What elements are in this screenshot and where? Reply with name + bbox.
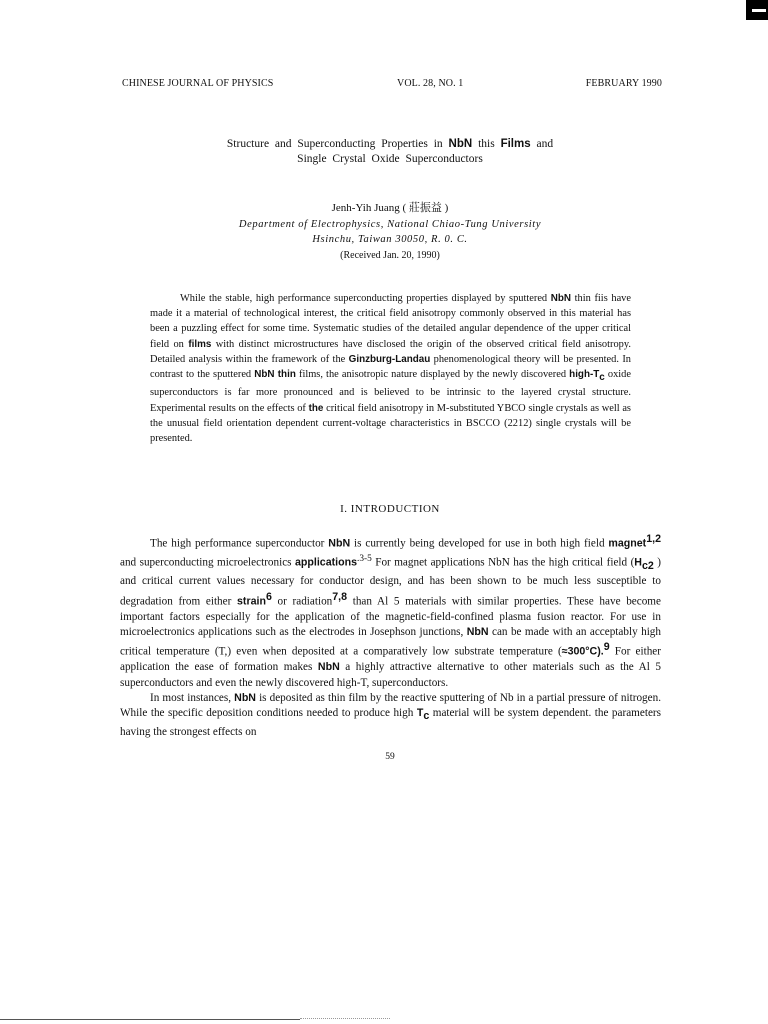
section-heading: I. INTRODUCTION	[340, 503, 440, 515]
affiliation-line-1: Department of Electrophysics, National Chiao-Tung University	[238, 218, 542, 230]
author-name: Jenh-Yih Juang ( 莊振益 )	[331, 202, 449, 214]
introduction-body	[120, 532, 661, 740]
affiliation-line-2: Hsinchu, Taiwan 30050, R. 0. C.	[312, 234, 468, 245]
paper-title	[120, 137, 660, 167]
footer-dots	[300, 1018, 390, 1021]
scan-corner-mark	[746, 0, 768, 20]
running-header	[122, 78, 662, 94]
footer-rule	[0, 1019, 300, 1020]
intro-paragraph-2: In most instances, NbN is deposited as thin film by the reactive sputtering of Nb in a partial pressure of nitrogen. While the specific deposition conditions needed to produce high $T_c$ material will be system dependent. the parameters having the strongest effects on	[120, 691, 661, 738]
page-number: 59	[385, 752, 395, 762]
journal-name: CHINESE JOURNAL OF PHYSICS	[122, 78, 274, 89]
abstract-paragraph: While the stable, high performance superconducting properties displayed by sputtered NbN thin fiis have made it a material of technological interest, the critical field anisotropy commonly observed in this material has been a puzzling effect for some time. Systematic studies of the detailed angular dependence of the upper critical field on films with distinct microstructures have disclosed the origin of the observed critical field anisotropy. Detailed analysis within the framework of the Ginzburg-Landau phenomenological theory will be presented. In contrast to the sputtered NbN thin films, the anisotropic nature displayed by the newly discovered high-$T_c$ oxide superconductors is far more pronounced and is believed to be intrinsic to the layered crystal structure. Experimental results on the effects of the critical field anisotropy in M-substituted YBCO single crystals as well as the unusual field orientation dependent current-voltage characteristics in BSCCO (2212) single crystals will be presented.	[150, 293, 631, 444]
volume-number: VOL. 28, NO. 1	[397, 78, 464, 89]
title-line-1: Structure and Superconducting Properties in NbN this Films and	[226, 138, 554, 150]
title-line-2: Single Crystal Oxide Superconductors	[297, 153, 483, 165]
issue-date: FEBRUARY 1990	[585, 78, 662, 89]
received-date: (Received Jan. 20, 1990)	[340, 249, 440, 261]
intro-paragraph-1: The high performance superconductor NbN is currently being developed for use in both high field magnet$^{1,2}$ and superconducting microelectronics applications$^{.3-5}$ For magnet applications NbN has the high critical field ($H_{c2}$ ) and critical current values necessary for conductor design, and has been shown to be much less susceptible to degradation from either strain$^6$ or radiation$^{7,8}$ than Al 5 materials with similar properties. These have become important factors especially for the application of the magnetic-field-confined plasma fusion reactor. For use in microelectronics applications such as the electrodes in Josephson junctions, NbN can be made with an acceptably high critical temperature (T,) even when deposited at a comparatively low substrate temperature (≈300°C).$^9$ For either application the ease of formation makes NbN a highly attractive alternative to other materials such as the Al 5 superconductors and even the newly discovered high-T, superconductors.	[120, 533, 661, 689]
abstract	[150, 291, 631, 446]
author-block	[120, 201, 660, 263]
